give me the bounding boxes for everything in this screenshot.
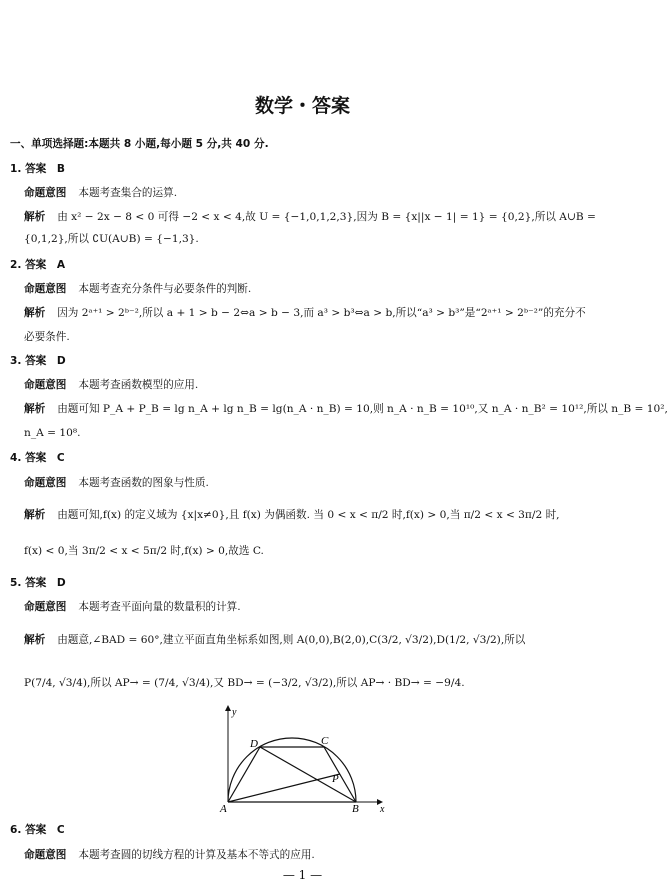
q1-answer: 1. 答案 B xyxy=(10,163,65,175)
q5-analysis-row xyxy=(24,633,525,647)
intent-label: 命题意图 xyxy=(24,601,67,613)
q2-analysis-row xyxy=(24,306,586,320)
q5-analysis-line1: 由题意,∠BAD = 60°,建立平面直角坐标系如图,则 A(0,0),B(2,0),C(3/2, √3/2),D(1/2, √3/2),所以 xyxy=(57,634,526,646)
q1-analysis-line2: {0,1,2},所以 ∁U(A∪B) = {−1,3}. xyxy=(24,233,199,245)
q1-intent: 本题考查集合的运算. xyxy=(78,187,178,199)
segment-ap xyxy=(228,774,340,802)
q6-intent-row xyxy=(24,848,315,862)
analysis-label: 解析 xyxy=(24,307,46,319)
q3-answer: 3. 答案 D xyxy=(10,355,66,367)
q6-intent: 本题考查圆的切线方程的计算及基本不等式的应用. xyxy=(78,849,315,861)
q4-analysis-line1: 由题可知,f(x) 的定义域为 {x|x≠0},且 f(x) 为偶函数. 当 0 < x < π/2 时,f(x) > 0,当 π/2 < x < 3π/2 时, xyxy=(57,509,560,521)
intent-label: 命题意图 xyxy=(24,849,67,861)
q3-intent-row xyxy=(24,378,198,392)
q4-intent-row xyxy=(24,476,209,490)
label-x: x xyxy=(380,804,385,815)
intent-label: 命题意图 xyxy=(24,283,67,295)
q1-analysis-row xyxy=(24,210,596,224)
analysis-label: 解析 xyxy=(24,634,46,646)
q3-analysis-line2: n_A = 10⁸. xyxy=(24,427,81,439)
q4-analysis-row xyxy=(24,508,560,522)
q2-intent: 本题考查充分条件与必要条件的判断. xyxy=(78,283,252,295)
q3-analysis-line1: 由题可知 P_A + P_B = lg n_A + lg n_B = lg(n_A · n_B) = 10,则 n_A · n_B = 10¹⁰,又 n_A · n_B² = 10¹²,所以 n_B = 10², xyxy=(57,403,668,415)
intent-label: 命题意图 xyxy=(24,477,67,489)
segment-db xyxy=(260,747,356,802)
label-b: B xyxy=(352,803,359,815)
q5-intent-row xyxy=(24,600,241,614)
q2-answer: 2. 答案 A xyxy=(10,259,66,271)
label-p: P xyxy=(332,773,339,785)
analysis-label: 解析 xyxy=(24,211,46,223)
label-a: A xyxy=(220,803,227,815)
section-heading: 一、单项选择题:本题共 8 小题,每小题 5 分,共 40 分. xyxy=(10,138,269,150)
q3-analysis-row xyxy=(24,402,668,416)
q4-intent: 本题考查函数的图象与性质. xyxy=(78,477,209,489)
q6-answer: 6. 答案 C xyxy=(10,824,65,836)
label-y: y xyxy=(232,707,237,718)
intent-label: 命题意图 xyxy=(24,187,67,199)
page-title: 数学・答案 xyxy=(254,95,350,117)
label-d: D xyxy=(250,738,258,750)
intent-label: 命题意图 xyxy=(24,379,67,391)
page-number: — 1 — xyxy=(282,868,323,882)
q2-analysis-line1: 因为 2ᵃ⁺¹ > 2ᵇ⁻²,所以 a + 1 > b − 2⇔a > b − 3,而 a³ > b³⇔a > b,所以“a³ > b³”是“2ᵃ⁺¹ > 2ᵇ⁻²”的充分不 xyxy=(57,307,586,319)
q2-intent-row xyxy=(24,282,251,296)
q5-answer: 5. 答案 D xyxy=(10,577,66,589)
label-c: C xyxy=(321,735,329,747)
q3-intent: 本题考查函数模型的应用. xyxy=(78,379,199,391)
q5-analysis-line2: P(7/4, √3/4),所以 AP→ = (7/4, √3/4),又 BD→ = (−3/2, √3/2),所以 AP→ · BD→ = −9/4. xyxy=(24,677,465,689)
q2-analysis-line2: 必要条件. xyxy=(24,331,70,343)
q1-analysis-line1: 由 x² − 2x − 8 < 0 可得 −2 < x < 4,故 U = {−1,0,1,2,3},因为 B = {x||x − 1| = 1} = {0,2},所以 A∪B = xyxy=(57,211,596,223)
q4-analysis-line2: f(x) < 0,当 3π/2 < x < 5π/2 时,f(x) > 0,故选 C. xyxy=(24,545,264,557)
analysis-label: 解析 xyxy=(24,509,46,521)
q4-answer: 4. 答案 C xyxy=(10,452,65,464)
analysis-label: 解析 xyxy=(24,403,46,415)
q5-intent: 本题考查平面向量的数量积的计算. xyxy=(78,601,241,613)
segment-ad xyxy=(228,747,260,802)
geometry-figure xyxy=(212,702,392,814)
q1-intent-row xyxy=(24,186,177,200)
